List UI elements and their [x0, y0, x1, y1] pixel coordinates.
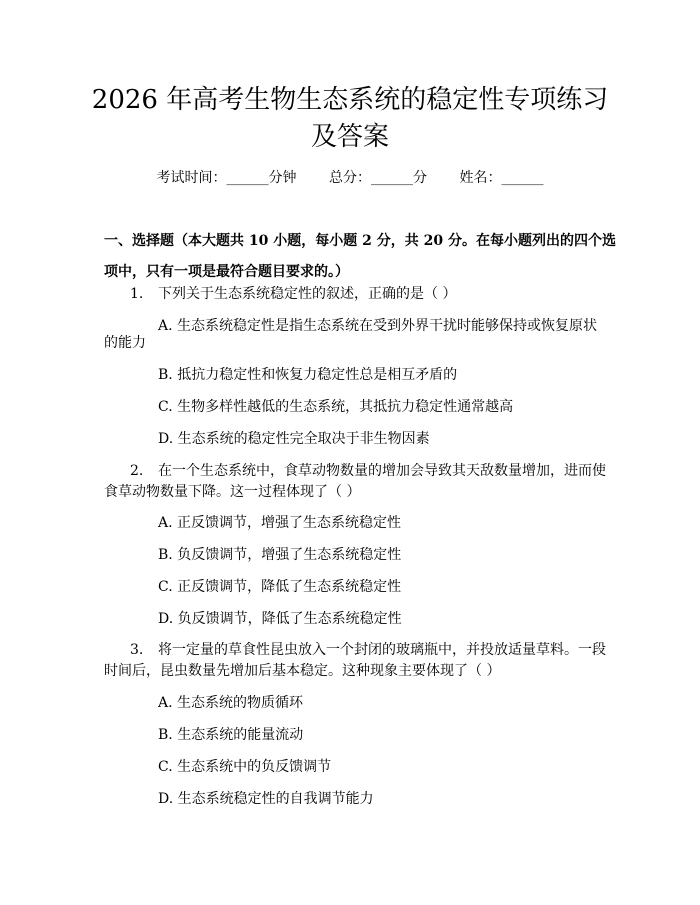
- question-1-number: 1.: [130, 286, 144, 302]
- section-heading-line-2: 项中，只有一项是最符合题目要求的。）: [104, 264, 349, 280]
- section-heading-line-1: 一、选择题（本大题共 10 小题，每小题 2 分，共 20 分。在每小题列出的四个选: [104, 233, 616, 249]
- question-2-option-b: B. 负反馈调节，增强了生态系统稳定性: [158, 547, 402, 563]
- question-3-option-c: C. 生态系统中的负反馈调节: [158, 759, 332, 775]
- question-2-number: 2.: [130, 463, 144, 479]
- exam-name: 姓名：______: [459, 170, 544, 186]
- question-3-stem-cont: 时间后，昆虫数量先增加后基本稳定。这种现象主要体现了（ ）: [104, 663, 501, 679]
- question-1-stem: 下列关于生态系统稳定性的叙述，正确的是（ ）: [158, 286, 457, 302]
- question-3-option-a: A. 生态系统的物质循环: [158, 695, 304, 711]
- exam-score: 总分：______分: [329, 170, 427, 186]
- question-3-option-b: B. 生态系统的能量流动: [158, 727, 304, 743]
- exam-time: 考试时间：______分钟: [156, 170, 297, 186]
- question-2-option-c: C. 正反馈调节，降低了生态系统稳定性: [158, 579, 402, 595]
- question-1-option-a-cont: 的能力: [104, 335, 146, 351]
- question-3-stem: 将一定量的草食性昆虫放入一个封闭的玻璃瓶中，并投放适量草料。一段: [158, 642, 606, 658]
- question-1-option-b: B. 抵抗力稳定性和恢复力稳定性总是相互矛盾的: [158, 367, 458, 383]
- question-1-option-a: A. 生态系统稳定性是指生态系统在受到外界干扰时能够保持或恢复原状: [158, 318, 598, 334]
- document-title-line-2: 及答案: [310, 122, 389, 152]
- document-title-line-1: 2026 年高考生物生态系统的稳定性专项练习: [91, 85, 609, 115]
- exam-info: [0, 168, 700, 188]
- question-3-option-d: D. 生态系统稳定性的自我调节能力: [158, 791, 374, 807]
- question-2-stem: 在一个生态系统中，食草动物数量的增加会导致其天敌数量增加，进而使: [158, 463, 606, 479]
- question-3-number: 3.: [130, 642, 144, 658]
- question-2-option-d: D. 负反馈调节，降低了生态系统稳定性: [158, 611, 402, 627]
- question-2-option-a: A. 正反馈调节，增强了生态系统稳定性: [158, 515, 402, 531]
- question-1-option-c: C. 生物多样性越低的生态系统，其抵抗力稳定性通常越高: [158, 399, 514, 415]
- question-1-option-d: D. 生态系统的稳定性完全取决于非生物因素: [158, 431, 430, 447]
- question-2-stem-cont: 食草动物数量下降。这一过程体现了（ ）: [104, 484, 361, 500]
